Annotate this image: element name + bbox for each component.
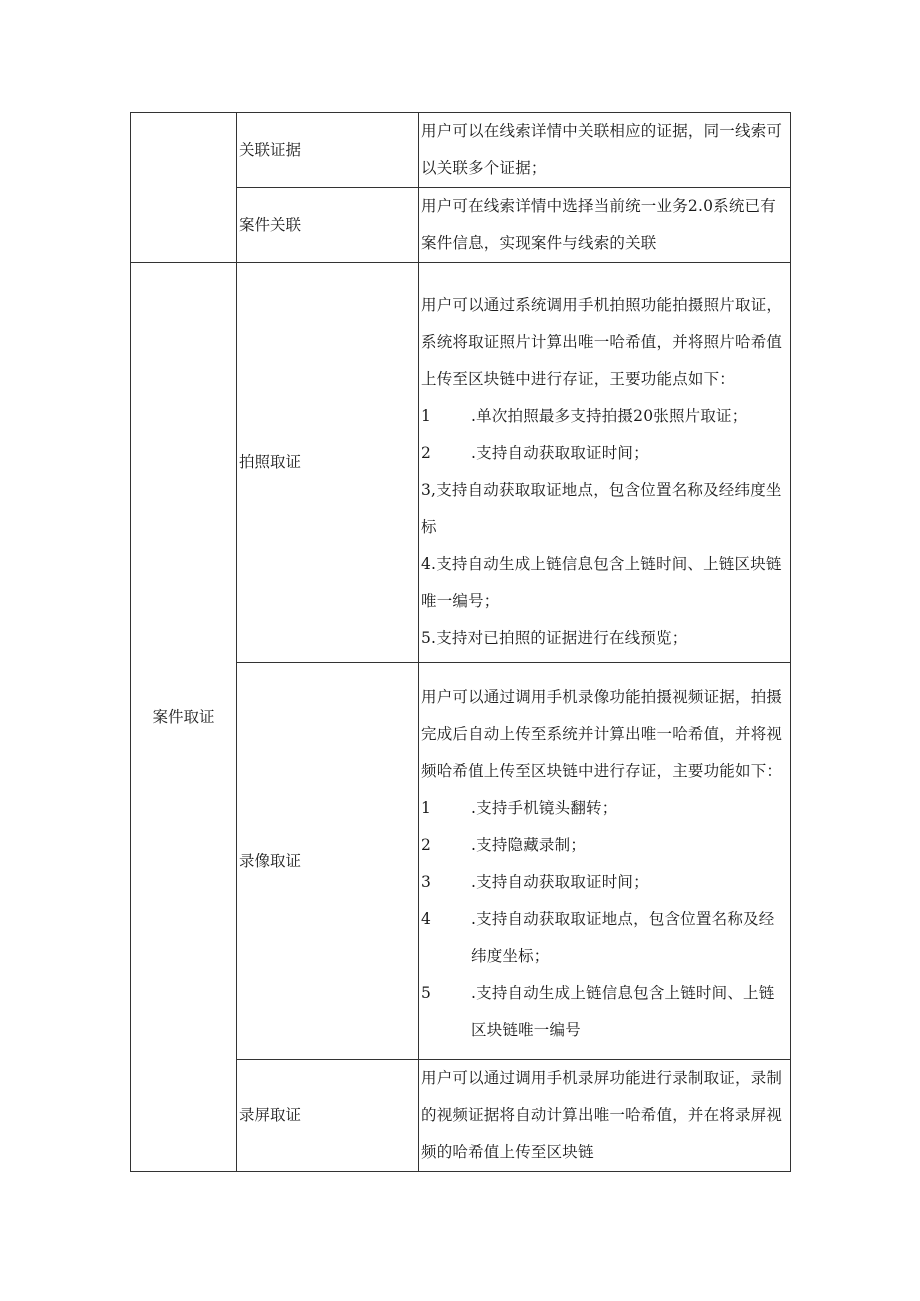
list-item: 4.支持自动生成上链信息包含上链时间、上链区块链唯一编号； bbox=[421, 554, 782, 610]
item-number: 1 bbox=[421, 799, 432, 817]
table-row bbox=[131, 263, 791, 663]
item-number: 4 bbox=[421, 910, 432, 928]
list-item bbox=[421, 901, 790, 975]
description-text: 用户可以通过调用手机录屏功能进行录制取证，录制的视频证据将自动计算出唯一哈希值，并在将录屏视频的哈希值上传至区块链 bbox=[421, 1069, 783, 1161]
description-cell bbox=[419, 113, 791, 188]
item-text: .支持自动获取取证地点，包含位置名称及经纬度坐标； bbox=[471, 910, 775, 965]
feature-name-cell bbox=[237, 663, 419, 1060]
feature-table bbox=[130, 112, 791, 1172]
category-cell-empty bbox=[131, 113, 237, 263]
item-number: 1 bbox=[421, 406, 432, 425]
description-cell bbox=[419, 188, 791, 263]
description-text: 用户可以在线索详情中关联相应的证据，同一线索可以关联多个证据； bbox=[421, 122, 783, 177]
description-text: 用户可以通过系统调用手机拍照功能拍摄照片取证，系统将取证照片计算出唯一哈希值，并将照片哈希值上传至区块链中进行存证，王要功能点如下： bbox=[421, 295, 783, 388]
list-item bbox=[421, 398, 790, 435]
feature-name: 拍照取证 bbox=[239, 453, 302, 471]
feature-name: 案件关联 bbox=[239, 215, 302, 234]
category-cell bbox=[131, 263, 237, 1172]
feature-name: 关联证据 bbox=[239, 140, 302, 159]
feature-name-cell bbox=[237, 113, 419, 188]
item-number: 5 bbox=[421, 984, 432, 1002]
list-item: 3,支持自动获取取证地点，包含位置名称及经纬度坐标 bbox=[421, 480, 782, 536]
feature-name: 录屏取证 bbox=[239, 1106, 302, 1124]
list-item bbox=[421, 790, 790, 827]
category-label: 案件取证 bbox=[152, 707, 215, 726]
description-cell bbox=[419, 663, 791, 1060]
description-cell bbox=[419, 263, 791, 663]
list-item bbox=[421, 827, 790, 864]
description-text: 用户可以通过调用手机录像功能拍摄视频证据，拍摄完成后自动上传至系统并计算出唯一哈希值，并将视频哈希值上传至区块链中进行存证，主要功能如下： bbox=[421, 688, 783, 780]
list-item bbox=[421, 864, 790, 901]
item-number: 3 bbox=[421, 873, 432, 891]
list-item bbox=[421, 975, 790, 1049]
feature-name: 录像取证 bbox=[239, 851, 302, 870]
item-number: 2 bbox=[421, 443, 432, 462]
item-text: .支持自动获取取证时间； bbox=[471, 873, 649, 891]
item-text: .支持自动生成上链信息包含上链时间、上链区块链唯一编号 bbox=[471, 984, 775, 1039]
item-number: 2 bbox=[421, 836, 432, 854]
feature-name-cell bbox=[237, 188, 419, 263]
list-item bbox=[421, 435, 790, 472]
item-text: .支持自动获取取证时间； bbox=[471, 443, 649, 462]
description-cell bbox=[419, 1060, 791, 1172]
item-text: .单次拍照最多支持拍摄20张照片取证； bbox=[471, 406, 748, 425]
description-text: 用户可在线索详情中选择当前统一业务2.0系统已有案件信息，实现案件与线索的关联 bbox=[421, 197, 776, 252]
list-item: 5.支持对已拍照的证据进行在线预览； bbox=[421, 628, 688, 647]
feature-name-cell bbox=[237, 263, 419, 663]
item-text: .支持隐藏录制； bbox=[471, 836, 587, 854]
item-text: .支持手机镜头翻转； bbox=[471, 799, 618, 817]
table-row bbox=[131, 113, 791, 188]
feature-name-cell bbox=[237, 1060, 419, 1172]
